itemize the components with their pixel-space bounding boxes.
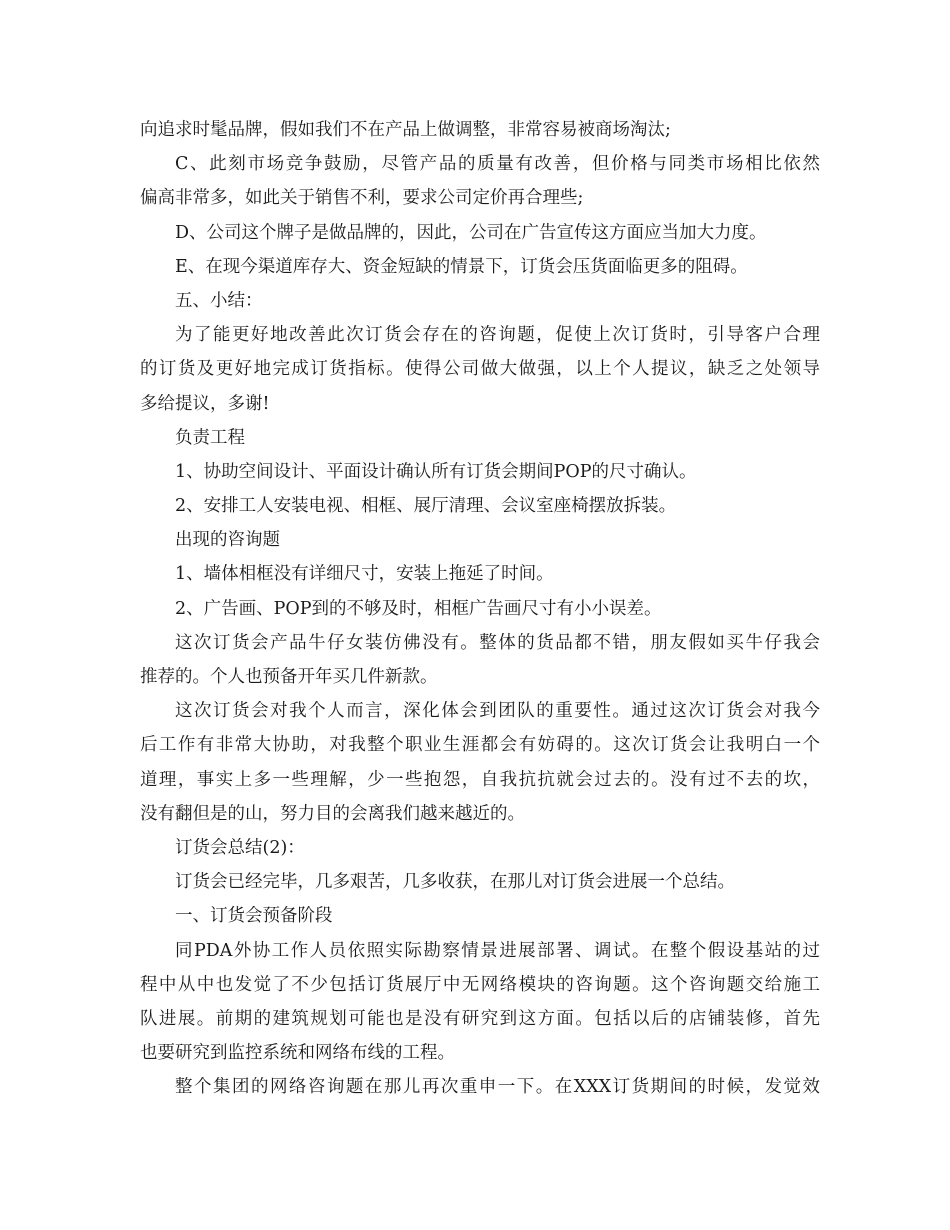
text-line: 同PDA外协工作人员依照实际勘察情景进展部署、调试。在整个假设基站的过 [175,940,820,961]
text-line: 订货会已经完毕，几多艰苦，几多收获，在那儿对订货会进展一个总结。 [175,872,735,893]
section-heading: 订货会总结(2)： [175,837,305,858]
text-line: 后工作有非常大协助，对我整个职业生涯都会有妨碍的。这次订货会让我明白一个 [140,735,820,756]
text-line: 多给提议，多谢! [140,393,270,414]
text-line: 2、安排工人安装电视、相框、展厅清理、会议室座椅摆放拆装。 [175,496,677,517]
text-line: 为了能更好地改善此次订货会存在的咨询题，促使上次订货时，引导客户合理 [175,325,820,346]
text-line: 推荐的。个人也预备开年买几件新款。 [140,667,438,687]
section-heading: 出现的咨询题 [175,530,280,551]
text-line: D、公司这个牌子是做品牌的，因此，公司在广告宣传这方面应当加大力度。 [175,222,767,243]
text-line: C、此刻市场竞争鼓励，尽管产品的质量有改善，但价格与同类市场相比依然 [175,154,820,175]
text-line: 2、广告画、POP到的不够及时，相框广告画尺寸有小小误差。 [175,598,662,619]
text-line: 这次订货会对我个人而言，深化体会到团队的重要性。通过这次订货会对我今 [175,701,820,722]
document-body [140,113,820,1104]
text-line: 没有翻但是的山，努力目的会离我们越来越近的。 [140,803,525,824]
text-line: E、在现今渠道库存大、资金短缺的情景下，订货会压货面临更多的阻碍。 [175,256,748,277]
section-heading: 五、小结： [175,290,263,311]
text-line: 向追求时髦品牌，假如我们不在产品上做调整，非常容易被商场淘汰; [140,120,671,140]
text-line: 程中从中也发觉了不少包括订货展厅中无网络模块的咨询题。这个咨询题交给施工 [140,974,820,995]
text-line: 也要研究到监控系统和网络布线的工程。 [140,1043,455,1064]
section-heading: 负责工程 [175,427,245,448]
text-line: 1、墙体相框没有详细尺寸，安装上拖延了时间。 [175,564,554,585]
text-line: 偏高非常多，如此关于销售不利，要求公司定价再合理些; [140,188,584,209]
text-line: 整个集团的网络咨询题在那儿再次重申一下。在XXX订货期间的时候，发觉效 [175,1077,820,1098]
text-line: 道理，事实上多一些理解，少一些抱怨，自我抗抗就会过去的。没有过不去的坎， [140,769,820,790]
text-line: 这次订货会产品牛仔女装仿佛没有。整体的货品都不错，朋友假如买牛仔我会 [175,632,820,653]
text-line: 的订货及更好地完成订货指标。使得公司做大做强，以上个人提议，缺乏之处领导 [140,359,820,380]
text-line: 队进展。前期的建筑规划可能也是没有研究到这方面。包括以后的店铺装修，首先 [140,1008,820,1029]
text-line: 1、协助空间设计、平面设计确认所有订货会期间POP的尺寸确认。 [175,461,697,482]
section-heading: 一、订货会预备阶段 [175,906,333,927]
